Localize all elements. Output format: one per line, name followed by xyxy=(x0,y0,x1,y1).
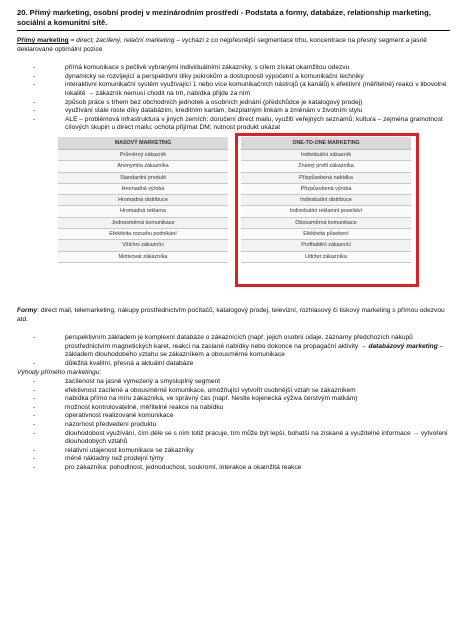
forms-text: : direct mail, telemarketing, nákupy prostřednictvím počítačů, katalogový prodej, televizní, rozhlasový či tiskový marketing s přímou odezvou atd. xyxy=(17,306,445,323)
forms-label: Formy xyxy=(17,306,38,314)
table-cell: Známý profil zákazníka xyxy=(241,161,411,172)
table-cell: Individuální distribuce xyxy=(241,195,411,206)
table-cell: Hromadná výroba xyxy=(58,184,228,195)
comparison-figure xyxy=(55,133,419,289)
table-cell: Přizpůsobená nabídka xyxy=(241,173,411,184)
list-item: - interaktivní komunikační systém využívající 1 nebo více komunikačních nástrojů (a kanálů) k efektivní (měřitelné) reakci v libovolné lokalitě → zákazník nemusí chodit na trh, nabídka přijde za ním xyxy=(17,81,450,98)
list-item: - využívání stále roste díky databázím, kreditním kartám, bezplatným linkám a změnám v životním stylu xyxy=(17,107,450,116)
list-item: - dynamicky se rozvíjející a perspektivní díky pokrokům a dostupnosti výpočetní a komunikační techniky xyxy=(17,73,450,82)
list-item: - zacílenost na jasně vymezený a smysluplný segment xyxy=(17,378,450,387)
list-item-text: – základem dlouhodobého vztahu se zákazníkem a obousměrné komunikace xyxy=(65,342,444,359)
list-item: - možnost kontrolovatelné, měřitelné reakce na nabídku xyxy=(17,404,450,413)
table-cell: Efektivita rozsahu podnikání xyxy=(58,229,228,240)
definition-paragraph xyxy=(17,37,450,54)
list-item: - přímá komunikace s pečlivě vybranými individuálními zákazníky, s cílem získat okamžitou odezvu xyxy=(17,64,450,73)
table-cell: Jednosměrná komunikace xyxy=(58,218,228,229)
list-item xyxy=(17,334,450,360)
list-item: - méně nákladný než prodejní týmy xyxy=(17,455,450,464)
list-item: - ALE – problémová infrastruktura v jiných zemích; doručení direct mailu, využití veřejných seznamů; kultura – zejména gramotnost cílových skupin u direct mailu; ochota přijímat DM; nutnost produkt ukázat xyxy=(17,116,450,133)
database-list xyxy=(17,334,450,368)
table-cell: Individuální reklamní poselství xyxy=(241,206,411,217)
database-marketing-term: databázový marketing xyxy=(368,342,438,350)
list-item: - důležitá kvalitní, přesná a aktuální databáze xyxy=(17,360,450,369)
mass-marketing-header: MASOVÝ MARKETING xyxy=(58,137,228,150)
table-cell: Motivovat zákazníka xyxy=(58,252,228,263)
table-cell: Hromadná distribuce xyxy=(58,195,228,206)
list-item: - dlouhodobost využívání, čím déle se s ním totiž pracuje, tím může být lepší, bohatší na získané a využitelné informace → vytvoření dlouhodobých vztahů xyxy=(17,430,450,447)
table-cell: Udržet zákazníka xyxy=(241,252,411,263)
definition-label: Přímý marketing xyxy=(17,37,69,44)
definition-terms: = direct, zacílený, relační marketing xyxy=(68,37,175,44)
table-cell: Standardní produkt xyxy=(58,173,228,184)
list-item: - operativnost realizované komunikace xyxy=(17,412,450,421)
table-cell: Hromadná reklama xyxy=(58,206,228,217)
table-cell: Přizpůsobená výroba xyxy=(241,184,411,195)
list-item: - názornost předvedení produktu xyxy=(17,421,450,430)
table-cell: Profitabilní zákazníci xyxy=(241,240,411,251)
highlight-frame xyxy=(235,133,419,287)
one-to-one-header: ONE-TO-ONE MARKETING xyxy=(241,137,411,150)
table-cell: Efektivita působení xyxy=(241,229,411,240)
forms-paragraph xyxy=(17,307,450,324)
list-item: - pro zákazníka: pohodlnost, jednoduchost, soukromí, interakce a okamžitá reakce xyxy=(17,464,450,473)
table-cell: Všichni zákazníci xyxy=(58,240,228,251)
advantages-list xyxy=(17,378,450,473)
list-item: - způsob práce s trhem bez obchodních jednotek a osobních jednání (předchůdce je katalogový prodej) xyxy=(17,99,450,108)
advantages-title: Výhody přímého marketingu: xyxy=(17,368,102,376)
table-cell: Obousměrná komunikace xyxy=(241,218,411,229)
list-item-text: perspektivním základem je komplexní databáze o zákaznících (např. jejich osobní údaje, záznamy předchozích nákupů prostřednictvím magnetických karet, reakcí na zaslané nabídky nebo dokonce na propagační aktivity → xyxy=(65,334,413,350)
definition-text: – vychází z co nejpřesnější segmentace trhu, koncentrace na přesný segment a jasně deklarované optimální pozice xyxy=(17,37,427,53)
section-heading: 20. Přímý marketing, osobní prodej v mezinárodním prostředí - Podstata a formy, databáze, relationship marketing, sociální a komunitní sítě. xyxy=(17,8,450,31)
table-cell: Průměrný zákazník xyxy=(58,150,228,161)
list-item: - efektivnost zacílené a obousměrné komunikace, umožňující vytvořit osobnější vztah se zákazníkem xyxy=(17,387,450,396)
list-item: - nabídka přímo na míru zákazníka, ve správný čas (např. Nestle kojenecká výživa čerstvým matkám) xyxy=(17,395,450,404)
characteristics-list xyxy=(17,64,450,133)
table-cell: Anonymita zákazníka xyxy=(58,161,228,172)
table-cell: Individuální zákazník xyxy=(241,150,411,161)
mass-marketing-column xyxy=(58,137,228,263)
list-item: - relativní utajenost komunikace se zákazníky xyxy=(17,447,450,456)
